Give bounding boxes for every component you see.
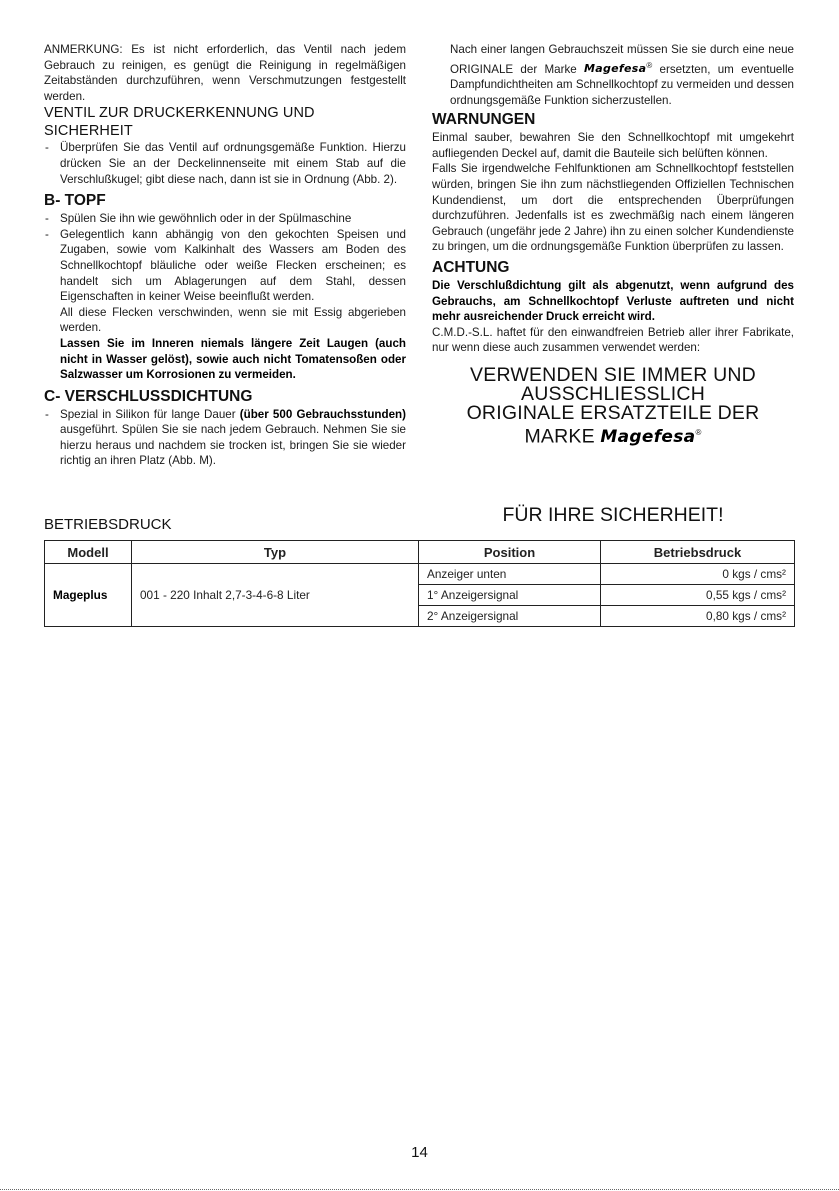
promo-line-4-wrap	[432, 423, 794, 448]
pot-warning-wrap	[44, 336, 406, 383]
pressure-cell: 0 kgs / cms²	[601, 564, 795, 585]
position-cell: Anzeiger unten	[419, 564, 601, 585]
promo-line-2: AUSSCHLIESSLICH	[521, 382, 705, 405]
valve-item: - Überprüfen Sie das Ventil auf ordnungsgemäße Funktion. Hierzu drücken Sie an der Deckelinnenseite mit einem Stab auf die Verschlußkugel; gibt diese nach, dann ist sie in Ordnung (Abb. 2).	[44, 140, 406, 187]
table-header-row	[45, 541, 795, 564]
type-cell: 001 - 220 Inhalt 2,7-3-4-6-8 Liter	[132, 564, 419, 627]
page-number: 14	[411, 1144, 428, 1161]
attention-bold: Die Verschlußdichtung gilt als abgenutzt, wenn aufgrund des Gebrauchs, am Schnellkochtopf Verluste auftreten und nicht mehr ausreichender Druck erreicht wird.	[432, 278, 794, 324]
attention-paragraph: C.M.D.-S.L. haftet für den einwandfreien Betrieb aller ihrer Fabrikate, nur wenn diese auch zusammen verwendet werden:	[432, 325, 794, 355]
original-parts-notice	[432, 363, 794, 448]
warnings-paragraph-1: Einmal sauber, bewahren Sie den Schnellkochtopf mit umgekehrt aufliegenden Deckel auf, damit die Bauteile sich belüften können.	[432, 131, 794, 160]
right-column	[432, 42, 794, 447]
warnings-heading: WARNUNGEN	[432, 111, 536, 129]
pressure-cell: 0,55 kgs / cms²	[601, 585, 795, 606]
promo-line-3: ORIGINALE ERSATZTEILE DER	[466, 401, 760, 424]
promo-line-4: MARKE	[524, 425, 595, 448]
warnings-paragraph-2: Falls Sie irgendwelche Fehlfunktionen am Schnellkochtopf feststellen würden, bringen Sie ihn zum nächstliegenden Offiziellen Technischen Kundendienst, um dort die entsprechenden Überprüfungen durchzuführen. Jedenfalls ist es zwechmäßig nach einem längeren Gebrauch (ungefähr jede 2 Jahre) ihn zu einen solcher Kundendienste zu bringen, um die ordnungsgemäße Funktion überprüfen zu lassen.	[432, 162, 794, 254]
position-cell: 2° Anzeigersignal	[419, 606, 601, 627]
magefesa-logo: Magefesa	[583, 62, 647, 76]
model-cell: Mageplus	[45, 564, 132, 627]
registered-mark: ®	[646, 60, 653, 70]
seal-item-a: Spezial in Silikon für lange Dauer	[60, 407, 236, 421]
header-pressure: Betriebsdruck	[601, 541, 795, 564]
pressure-cell: 0,80 kgs / cms²	[601, 606, 795, 627]
pot-item-2-cont: All diese Flecken verschwinden, wenn sie mit Essig abgerieben werden.	[60, 305, 406, 335]
left-column	[44, 42, 406, 469]
registered-mark-large: ®	[695, 427, 702, 437]
pot-heading: B- TOPF	[44, 192, 106, 210]
seal-item	[44, 407, 406, 469]
header-model: Modell	[45, 541, 132, 564]
pot-warning: Lassen Sie im Inneren niemals längere Zeit Laugen (auch nicht in Wasser gelöst), sowie auch nicht Tomatensoßen oder Salzwasser um Korrosionen zu vermeiden.	[60, 336, 406, 382]
footer-divider	[0, 1189, 839, 1190]
magefesa-logo-large: Magefesa	[600, 427, 696, 448]
position-cell: 1° Anzeigersignal	[419, 585, 601, 606]
header-type: Typ	[132, 541, 419, 564]
attention-heading: ACHTUNG	[432, 258, 510, 276]
pot-item-2: - Gelegentlich kann abhängig von den gekochten Speisen und Zugaben, sowie vom Kalkinhalt des Wassers am Boden des Schnellkochtopf bläuliche oder weiße Flecken erscheinen; es handelt sich um Ablagerungen auf dem Stahl, dessen Eigenschaften in keiner Weise beeinflußt werden.	[44, 227, 406, 305]
note-paragraph: ANMERKUNG: Es ist nicht erforderlich, das Ventil nach jedem Gebrauch zu reinigen, es genügt die Reinigung in regelmäßigen Zeitabständen durchzuführen, wenn Verschmutzungen festgestellt werden.	[44, 43, 406, 103]
pot-item-1: - Spülen Sie ihn wie gewöhnlich oder in der Spülmaschine	[44, 211, 406, 227]
safety-slogan: FÜR IHRE SICHERHEIT!	[502, 504, 724, 526]
pressure-table	[44, 540, 795, 627]
intro-a: Nach einer langen Gebrauchszeit müssen Sie sie durch eine neue ORIGINALE der Marke	[450, 43, 794, 76]
valve-heading: VENTIL ZUR DRUCKERKENNUNG UND SICHERHEIT	[44, 105, 315, 140]
header-position: Position	[419, 541, 601, 564]
promo-line-1: VERWENDEN SIE IMMER UND	[470, 363, 756, 386]
intro-b: ersetzten, um eventuelle Dampfundichtheiten am Schnellkochtopf zu vermeiden und dessen ordnungsgemäße Funktion sicherzustellen.	[450, 62, 794, 107]
table-title: BETRIEBSDRUCK	[44, 516, 172, 533]
attention-bold-wrap	[432, 278, 794, 325]
table-row	[45, 564, 795, 585]
seal-item-b: ausgeführt. Spülen Sie sie nach jedem Gebrauch. Nehmen Sie sie hierzu heraus und nachdem sie trocken ist, bringen Sie sie wieder richtig an ihren Platz (Abb. M).	[60, 423, 406, 468]
seal-heading: C- VERSCHLUSSDICHTUNG	[44, 387, 253, 405]
seal-replace-paragraph	[432, 42, 794, 108]
seal-item-bold: (über 500 Gebrauchsstunden)	[239, 407, 406, 421]
